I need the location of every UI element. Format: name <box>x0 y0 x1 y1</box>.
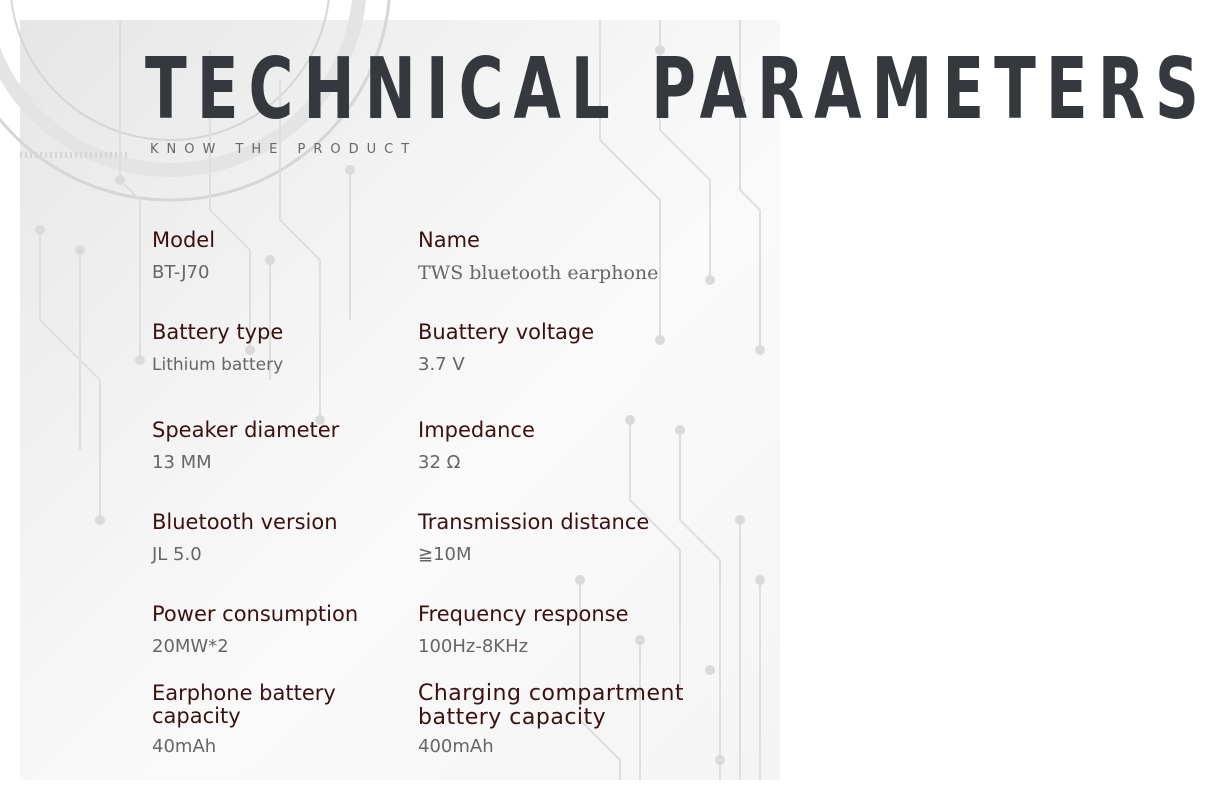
param-label: Power consumption <box>152 602 359 626</box>
param-label: Buattery voltage <box>418 320 595 344</box>
param-label: Earphone battery capacity <box>152 681 336 728</box>
param-power-consumption <box>152 602 452 658</box>
param-label: Model <box>152 228 216 252</box>
param-bluetooth-version <box>152 510 452 566</box>
param-value: TWS bluetooth earphone <box>418 262 659 284</box>
page-title: TECHNICAL PARAMETERS <box>145 40 1209 140</box>
param-label: Charging compartment battery capacity <box>418 681 685 730</box>
param-label: Name <box>418 228 480 252</box>
page-subtitle: KNOW THE PRODUCT <box>150 142 418 157</box>
param-label: Impedance <box>418 418 535 442</box>
param-value: 20MW*2 <box>152 636 229 657</box>
param-transmission-distance <box>418 510 758 566</box>
param-label: Bluetooth version <box>152 510 338 534</box>
param-label: Frequency response <box>418 602 629 626</box>
param-charging-compartment-capacity <box>418 682 758 758</box>
param-earphone-battery-capacity <box>152 682 392 758</box>
param-name <box>418 228 758 284</box>
param-label: Transmission distance <box>418 510 650 534</box>
param-value: 13 MM <box>152 452 212 473</box>
param-frequency-response <box>418 602 758 658</box>
param-value: 100Hz-8KHz <box>418 636 529 657</box>
param-model <box>152 228 452 284</box>
param-value: JL 5.0 <box>152 544 202 565</box>
param-battery-voltage <box>418 320 718 376</box>
param-speaker-diameter <box>152 418 452 474</box>
param-value: 400mAh <box>418 736 494 757</box>
param-label: Speaker diameter <box>152 418 340 442</box>
param-value: ≧10M <box>418 544 472 565</box>
param-value: 3.7 V <box>418 354 465 375</box>
param-value: BT-J70 <box>152 262 210 283</box>
param-battery-type <box>152 320 452 376</box>
param-value: Lithium battery <box>152 355 284 375</box>
param-value: 32 Ω <box>418 452 461 473</box>
spec-sheet-canvas <box>20 20 1209 780</box>
param-label: Battery type <box>152 320 284 344</box>
param-impedance <box>418 418 718 474</box>
param-value: 40mAh <box>152 736 217 757</box>
